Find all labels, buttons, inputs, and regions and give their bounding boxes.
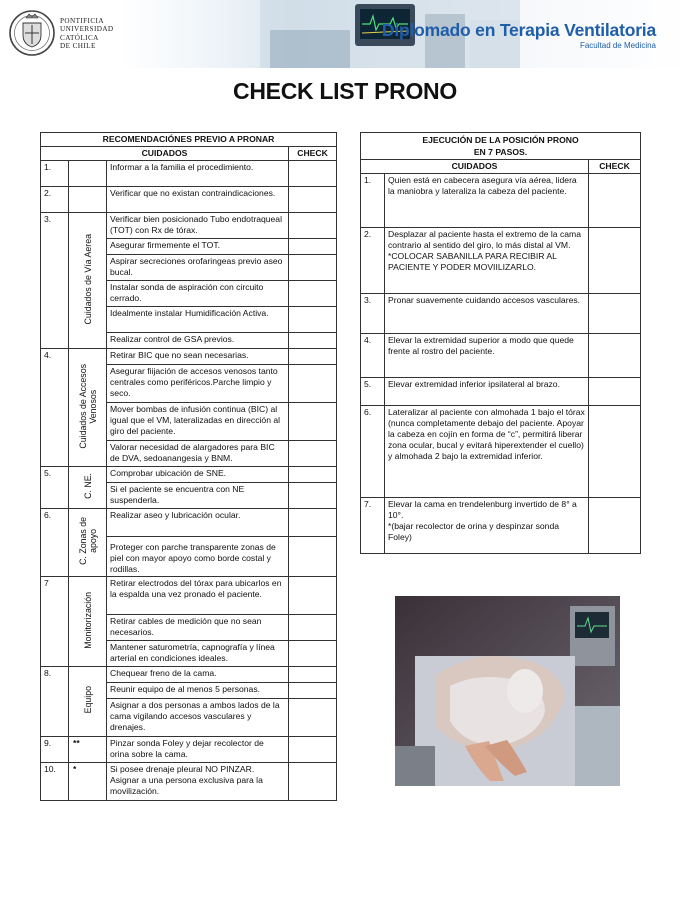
care-item: Pinzar sonda Foley y dejar recolector de orina sobre la cama. [107,737,289,763]
row-number: 7 [41,577,69,667]
university-name [60,17,114,51]
check-box[interactable] [289,537,337,577]
row-number: 8. [41,667,69,737]
care-item: Informar a la familia el procedimiento. [107,161,289,187]
step-number: 3. [361,294,385,334]
row-number: 4. [41,349,69,467]
step-text: Desplazar al paciente hasta el extremo de la cama contrario al sentido del giro, lo más distal al VM. [388,229,581,250]
check-box[interactable] [289,255,337,281]
prone-execution-table [360,132,641,554]
table-row [41,509,337,537]
university-crest-icon [8,4,56,62]
step-text: Elevar la cama en trendelenburg invertido de 8° a 10°. [388,499,577,520]
step-number: 7. [361,498,385,554]
care-item: Asegurar fiijación de accesos venosos tanto centrales como periféricos.Parche limpio y seco. [107,365,289,403]
row-number: 5. [41,467,69,509]
table-title-line: EN 7 PASOS. [473,147,528,157]
check-box[interactable] [289,239,337,255]
program-banner [120,0,690,68]
check-box[interactable] [289,213,337,239]
check-box[interactable] [289,349,337,365]
care-item: Comprobar ubicación de SNE. [107,467,289,483]
category-accesos-venosos [69,349,107,467]
care-item: Idealmente instalar Humidificación Activa. [107,307,289,333]
check-box[interactable] [289,333,337,349]
step-number: 5. [361,378,385,406]
check-box[interactable] [289,467,337,483]
category-label: Monitorización [82,591,93,649]
table-title-row [41,133,337,147]
table-title-line: EJECUCIÓN DE LA POSICIÓN PRONO [422,135,579,145]
check-box[interactable] [289,365,337,403]
row-number: 9. [41,737,69,763]
category-label: Equipo [82,686,93,714]
care-item: Instalar sonda de aspiración con circuito cerrado. [107,281,289,307]
check-box[interactable] [289,737,337,763]
check-box[interactable] [289,161,337,187]
program-title: Diplomado en Terapia Ventilatoria [381,20,656,40]
table-row [361,228,641,294]
check-box[interactable] [589,294,641,334]
category-via-aerea [69,213,107,349]
care-item: Asegurar firmemente el TOT. [107,239,289,255]
care-item: Mantener saturometría, capnografía y línea arterial en condiciones ideales. [107,641,289,667]
check-box[interactable] [589,378,641,406]
table-header-row [41,147,337,161]
category-label: C. NE. [82,473,93,499]
check-box[interactable] [289,577,337,615]
priority-mark: ** [69,737,107,763]
care-item: Proteger con parche transparente zonas de piel con mayor apoyo como borde costal y rodillas. [107,537,289,577]
step-number: 4. [361,334,385,378]
step-number: 1. [361,174,385,228]
check-box[interactable] [289,441,337,467]
row-number: 6. [41,509,69,577]
step-note: *(bajar recolector de orina y despinzar sonda Foley) [388,521,560,542]
table-header-row [361,160,641,174]
row-number: 2. [41,187,69,213]
table-row [41,577,337,615]
check-box[interactable] [289,281,337,307]
category-ne [69,467,107,509]
category-label: Cuidados de Vía Aerea [82,233,93,325]
category-cell [69,187,107,213]
table-row [41,213,337,239]
table-row [361,378,641,406]
step-text: Lateralizar al paciente con almohada 1 bajo el tórax (nunca completamente debajo del paciente. Apoyar la cabeza en cojín en forma de “c”, permitirá liberar zona ocular, bucal y evitará hiperextender el cuello) y almohada 2 bajo la extremidad inferior. [385,406,589,498]
table-row [361,406,641,498]
step-cell [385,228,589,294]
care-item: Aspirar secreciones orofaringeas previo aseo bucal. [107,255,289,281]
step-text: Quien está en cabecera asegura vía aérea, lidera la maniobra y lateraliza la cabeza del paciente. [385,174,589,228]
table-title: RECOMENDACIÓNES PREVIO A PRONAR [41,133,337,147]
table-row [361,174,641,228]
step-note: *COLOCAR SABANILLA PARA RECIBIR AL PACIENTE Y PODER MOVIILIZARLO. [388,251,557,272]
step-text: Elevar la extremidad superior a modo que quede frente al rostro del paciente. [385,334,589,378]
row-number: 10. [41,763,69,801]
category-monitorizacion [69,577,107,667]
care-item: Verificar que no existan contraindicaciones. [107,187,289,213]
care-item: Mover bombas de infusión continua (BIC) al igual que el VM, lateralizadas en dirección al giro del paciente. [107,403,289,441]
table-row [41,467,337,483]
column-header-check: CHECK [589,160,641,174]
check-box[interactable] [589,228,641,294]
care-item: Si posee drenaje pleural NO PINZAR. Asignar a una persona exclusiva para la movilización. [107,763,289,801]
step-cell [385,498,589,554]
check-box[interactable] [289,509,337,537]
table-row [41,187,337,213]
table-row [41,737,337,763]
check-box[interactable] [589,334,641,378]
category-equipo [69,667,107,737]
check-box[interactable] [289,667,337,683]
check-box[interactable] [289,615,337,641]
care-item: Verificar bien posicionado Tubo endotraqueal (TOT) con Rx de tórax. [107,213,289,239]
care-item: Retirar cables de medición que no sean necesarios. [107,615,289,641]
table-row [361,294,641,334]
check-box[interactable] [289,683,337,699]
column-header-cuidados: CUIDADOS [361,160,589,174]
faculty-name: Facultad de Medicina [579,41,656,50]
column-header-check: CHECK [289,147,337,161]
table-row [361,334,641,378]
care-item: Realizar aseo y lubricación ocular. [107,509,289,537]
check-box[interactable] [589,498,641,554]
table-row [41,349,337,365]
care-item: Realizar control de GSA previos. [107,333,289,349]
table-title [361,133,641,160]
prone-patient-photo [395,596,620,786]
table-row [41,161,337,187]
page-header [0,0,690,68]
row-number: 1. [41,161,69,187]
check-box[interactable] [589,406,641,498]
category-zonas-apoyo [69,509,107,577]
care-item: Reunir equipo de al menos 5 personas. [107,683,289,699]
table-row [41,763,337,801]
care-item: Retirar electrodos del tórax para ubicarlos en la espalda una vez pronado el paciente. [107,577,289,615]
table-row [361,498,641,554]
step-text: Pronar suavemente cuidando accesos vasculares. [385,294,589,334]
category-label: C. Zonas de apoyo [77,517,98,565]
check-box[interactable] [589,174,641,228]
category-cell [69,161,107,187]
university-name-line: DE CHILE [60,42,96,51]
row-number: 3. [41,213,69,349]
care-item: Si el paciente se encuentra con NE suspenderla. [107,483,289,509]
check-box[interactable] [289,307,337,333]
check-box[interactable] [289,763,337,801]
check-box[interactable] [289,403,337,441]
step-text: Elevar extremidad inferior ipsilateral al brazo. [385,378,589,406]
category-label: Cuidados de Accesos Venosos [77,363,98,449]
check-box[interactable] [289,187,337,213]
care-item: Asignar a dos personas a ambos lados de la cama vigilando accesos vasculares y drenajes. [107,699,289,737]
page-title: CHECK LIST PRONO [233,78,457,104]
care-item: Retirar BIC que no sean necesarias. [107,349,289,365]
step-number: 6. [361,406,385,498]
care-item: Valorar necesidad de alargadores para BIC de DVA, sedoanangesia y BNM. [107,441,289,467]
table-title-row [361,133,641,160]
university-name-line: CATÓLICA [60,33,99,42]
priority-mark: * [69,763,107,801]
care-item: Chequear freno de la cama. [107,667,289,683]
table-row [41,667,337,683]
check-box[interactable] [289,483,337,509]
pre-prone-recommendations-table [40,132,337,801]
step-number: 2. [361,228,385,294]
column-header-cuidados: CUIDADOS [41,147,289,161]
university-name-line: PONTIFICIA [60,17,104,25]
university-name-line: UNIVERSIDAD [60,25,114,34]
check-box[interactable] [289,699,337,737]
check-box[interactable] [289,641,337,667]
